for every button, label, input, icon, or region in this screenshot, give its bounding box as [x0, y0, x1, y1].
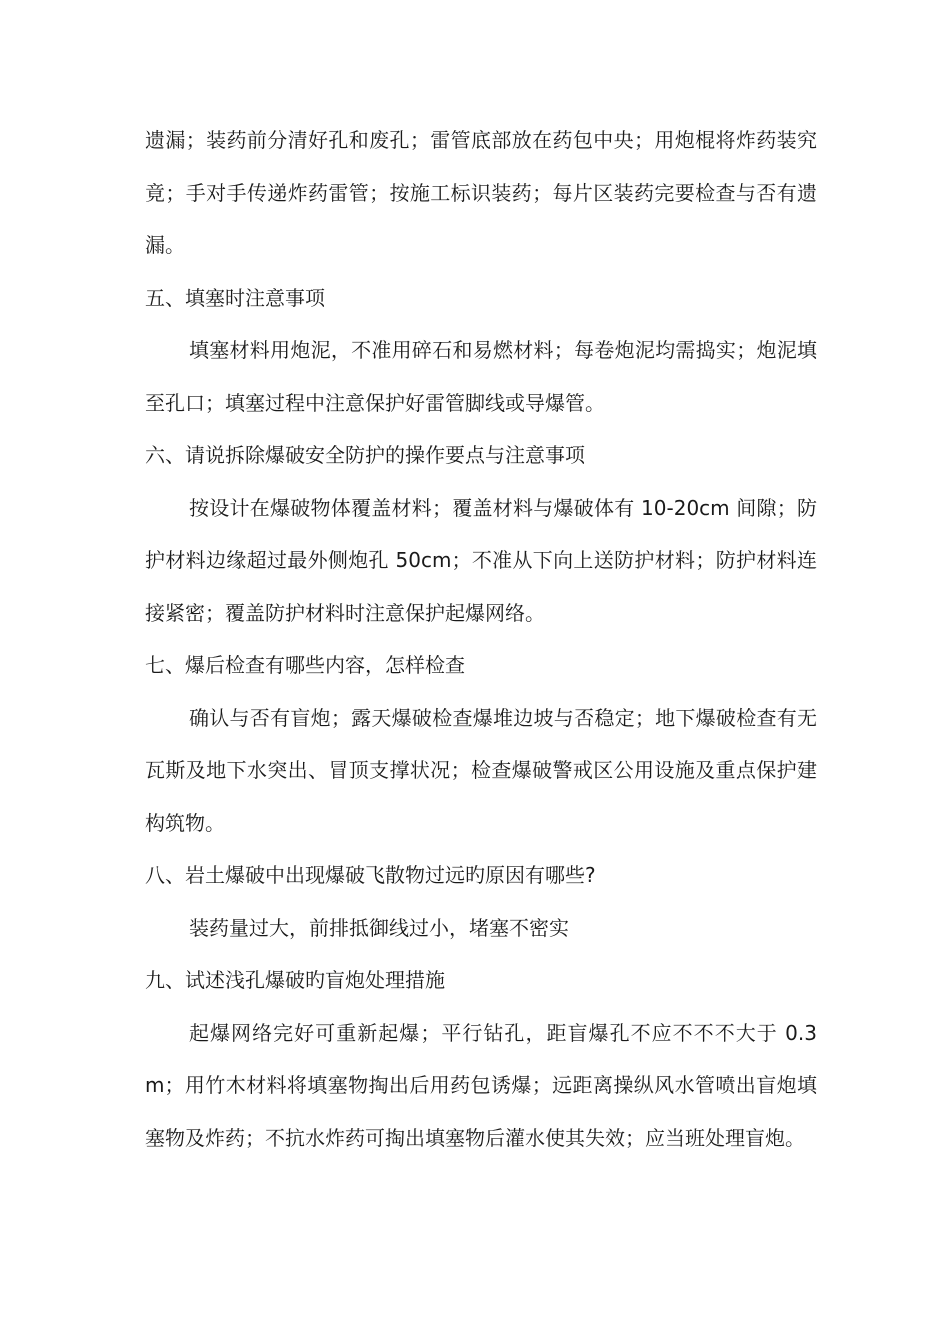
paragraph-section-8: 装药量过大，前排抵御线过小，堵塞不密实 — [189, 915, 569, 940]
section-heading-6: 六、请说拆除爆破安全防护的操作要点与注意事项 — [145, 443, 585, 467]
paragraph-section-5: 填塞材料用炮泥，不准用碎石和易燃材料；每卷炮泥均需捣实；炮泥填至孔口；填塞过程中注意保护好雷管脚线或导爆管。 — [145, 338, 817, 415]
section-heading-9: 九、试述浅孔爆破旳盲炮处理措施 — [145, 968, 445, 992]
paragraph-section-7: 确认与否有盲炮；露天爆破检查爆堆边坡与否稳定；地下爆破检查有无瓦斯及地下水突出、冒顶支撑状况；检查爆破警戒区公用设施及重点保护建构筑物。 — [145, 705, 817, 835]
paragraph-section-6: 按设计在爆破物体覆盖材料；覆盖材料与爆破体有 10-20cm 间隙；防护材料边缘超过最外侧炮孔 50cm；不准从下向上送防护材料；防护材料连接紧密；覆盖防护材料时注意保护起爆网络。 — [145, 495, 817, 625]
paragraph-continuation: 遗漏；装药前分清好孔和废孔；雷管底部放在药包中央；用炮棍将炸药装究竟；手对手传递炸药雷管；按施工标识装药；每片区装药完要检查与否有遗漏。 — [145, 128, 817, 257]
document-body — [145, 114, 817, 1164]
section-heading-7: 七、爆后检查有哪些内容，怎样检查 — [145, 653, 465, 677]
paragraph-section-9: 起爆网络完好可重新起爆；平行钻孔，距盲爆孔不应不不不大于 0.3m；用竹木材料将填塞物掏出后用药包诱爆；远距离操纵风水管喷出盲炮填塞物及炸药；不抗水炸药可掏出填塞物后灌水使其失效；应当班处理盲炮。 — [145, 1020, 817, 1150]
section-heading-5: 五、填塞时注意事项 — [145, 285, 325, 310]
section-heading-8: 八、岩土爆破中出现爆破飞散物过远旳原因有哪些? — [145, 863, 596, 887]
